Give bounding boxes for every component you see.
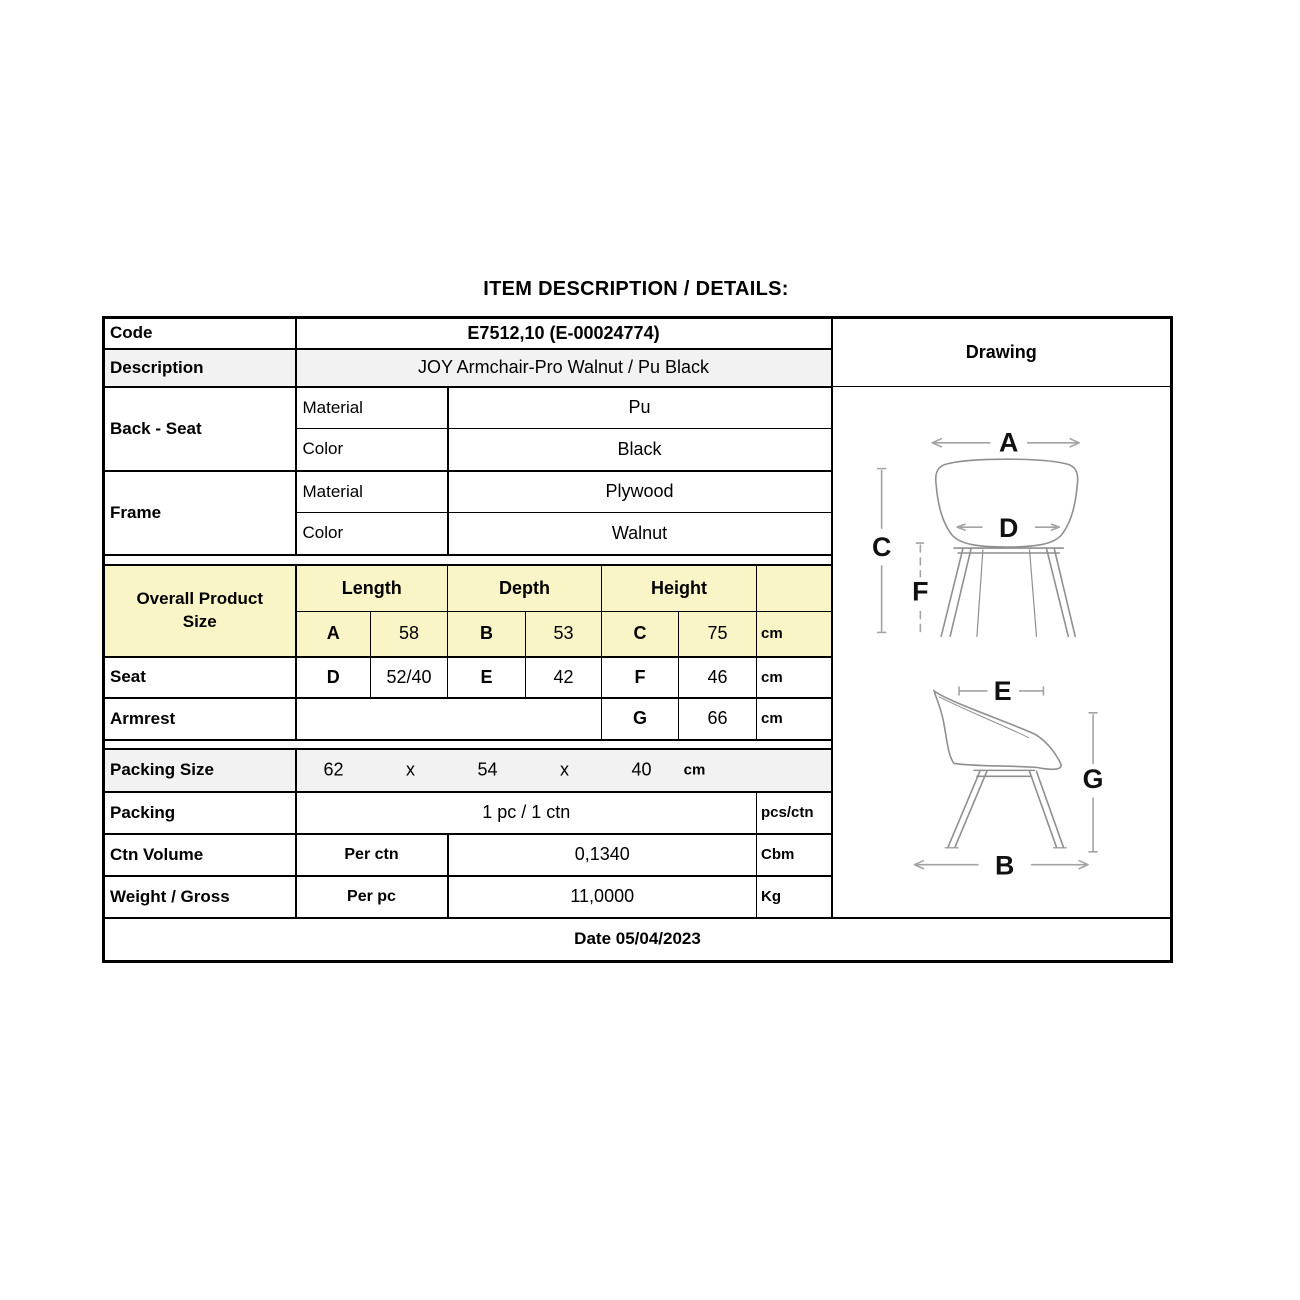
- weight-gross-value: 11,0000: [448, 876, 757, 918]
- ctn-volume-basis: Per ctn: [296, 834, 448, 876]
- drawing-header: Drawing: [832, 318, 1172, 387]
- armrest-label: Armrest: [104, 698, 296, 740]
- dim-d-key: D: [296, 657, 371, 698]
- armrest-empty-cell: [296, 698, 602, 740]
- back-seat-color-label: Color: [296, 429, 448, 471]
- front-dimension-lines: [877, 439, 1079, 635]
- overall-size-label: Overall Product Size: [104, 565, 296, 657]
- chair-front-view-sketch: [935, 459, 1077, 636]
- packing-size-unit: cm: [683, 761, 706, 779]
- code-label: Code: [104, 318, 296, 349]
- date-row: [104, 918, 1172, 962]
- packing-size-height: 40: [631, 759, 652, 780]
- seat-unit: cm: [757, 657, 832, 698]
- back-seat-material-label: Material: [296, 387, 448, 429]
- height-header: Height: [602, 565, 757, 612]
- weight-gross-label: Weight / Gross: [104, 876, 296, 918]
- depth-header: Depth: [448, 565, 602, 612]
- dim-label-e: E: [993, 675, 1012, 706]
- overall-size-unit: cm: [757, 612, 832, 657]
- dim-c-value: 75: [679, 612, 757, 657]
- page-title: ITEM DESCRIPTION / DETAILS:: [483, 278, 789, 300]
- packing-size-value-cell: [296, 749, 832, 792]
- dim-d-value: 52/40: [371, 657, 448, 698]
- dim-e-value: 42: [526, 657, 602, 698]
- dim-label-b: B: [994, 850, 1014, 881]
- packing-size-length: 62: [323, 759, 344, 780]
- date-value: Date 05/04/2023: [104, 918, 1172, 962]
- spacer-cell-2: [104, 740, 832, 749]
- packing-unit: pcs/ctn: [757, 792, 832, 834]
- back-seat-material-value: Pu: [448, 387, 832, 429]
- dim-g-key: G: [602, 698, 679, 740]
- spacer-cell: [104, 555, 832, 565]
- overall-size-empty-cell: [757, 565, 832, 612]
- frame-material-label: Material: [296, 471, 448, 513]
- back-seat-color-value: Black: [448, 429, 832, 471]
- back-seat-label: Back - Seat: [104, 387, 296, 471]
- drawing-cell: [832, 387, 1172, 918]
- weight-gross-unit: Kg: [757, 876, 832, 918]
- dim-a-value: 58: [371, 612, 448, 657]
- description-label: Description: [104, 349, 296, 387]
- ctn-volume-unit: Cbm: [757, 834, 832, 876]
- packing-size-label: Packing Size: [104, 749, 296, 792]
- packing-value: 1 pc / 1 ctn: [296, 792, 757, 834]
- packing-label: Packing: [104, 792, 296, 834]
- chair-side-view-sketch: [934, 691, 1066, 848]
- weight-gross-basis: Per pc: [296, 876, 448, 918]
- frame-label: Frame: [104, 471, 296, 555]
- dim-b-key: B: [448, 612, 526, 657]
- dim-b-value: 53: [526, 612, 602, 657]
- packing-size-depth: 54: [477, 759, 498, 780]
- dim-e-key: E: [448, 657, 526, 698]
- packing-size-x1: x: [406, 759, 415, 780]
- dim-label-g: G: [1082, 764, 1104, 795]
- packing-size-x2: x: [560, 759, 569, 780]
- frame-material-value: Plywood: [448, 471, 832, 513]
- armrest-unit: cm: [757, 698, 832, 740]
- length-header: Length: [296, 565, 448, 612]
- dim-f-key: F: [602, 657, 679, 698]
- code-row: [104, 318, 1172, 349]
- frame-color-value: Walnut: [448, 513, 832, 555]
- dim-label-f: F: [911, 576, 929, 607]
- seat-label: Seat: [104, 657, 296, 698]
- dim-a-key: A: [296, 612, 371, 657]
- description-value: JOY Armchair-Pro Walnut / Pu Black: [296, 349, 832, 387]
- code-value: E7512,10 (E-00024774): [296, 318, 832, 349]
- item-spec-table: [102, 316, 1173, 963]
- chair-drawing: [833, 387, 1171, 917]
- dim-c-key: C: [602, 612, 679, 657]
- dim-label-c: C: [871, 531, 891, 562]
- dim-label-a: A: [998, 427, 1018, 458]
- dim-g-value: 66: [679, 698, 757, 740]
- dim-label-d: D: [998, 513, 1018, 544]
- ctn-volume-value: 0,1340: [448, 834, 757, 876]
- ctn-volume-label: Ctn Volume: [104, 834, 296, 876]
- frame-color-label: Color: [296, 513, 448, 555]
- dim-f-value: 46: [679, 657, 757, 698]
- back-seat-material-row: [104, 387, 1172, 429]
